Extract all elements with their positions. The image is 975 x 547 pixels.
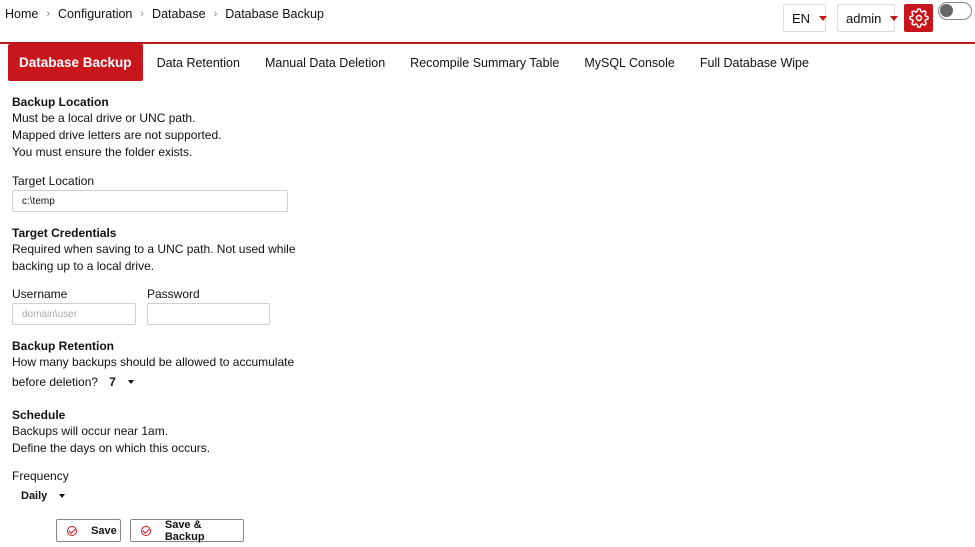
schedule-title: Schedule [12,408,66,422]
password-label: Password [147,287,200,301]
breadcrumb-configuration[interactable]: Configuration [58,7,133,21]
toggle-knob [940,4,953,17]
tab-manual-data-deletion[interactable]: Manual Data Deletion [264,55,386,70]
theme-toggle[interactable] [938,2,972,20]
credentials-section [12,225,312,275]
save-button[interactable] [56,519,121,542]
backup-location-title: Backup Location [12,95,109,109]
retention-select[interactable] [109,375,134,389]
tab-recompile-summary-table[interactable]: Recompile Summary Table [410,55,560,70]
schedule-line-2: Define the days on which this occurs. [12,441,211,455]
tab-mysql-console[interactable]: MySQL Console [584,55,675,70]
username-input[interactable] [12,303,136,325]
chevron-right-icon: › [213,8,218,20]
retention-title: Backup Retention [12,339,115,353]
schedule-line-1: Backups will occur near 1am. [12,424,169,438]
user-dropdown[interactable] [837,4,895,32]
caret-down-icon [890,16,898,21]
gear-icon [909,8,929,28]
language-dropdown[interactable] [783,4,826,32]
retention-line-1: How many backups should be allowed to accumulate [12,355,295,369]
breadcrumb [5,7,324,21]
schedule-section [12,407,312,457]
target-location-label: Target Location [12,174,95,188]
retention-value: 7 [109,375,116,389]
caret-down-icon [819,16,827,21]
save-and-backup-button-label: Save & Backup [164,518,205,543]
settings-button[interactable] [904,4,933,32]
user-name: admin [846,10,882,26]
breadcrumb-current: Database Backup [225,7,324,21]
language-value: EN [792,10,811,26]
frequency-select[interactable] [21,490,65,502]
breadcrumb-home[interactable]: Home [5,7,39,21]
chevron-right-icon: › [46,8,51,20]
tab-database-backup[interactable]: Database Backup [8,44,143,81]
credentials-title: Target Credentials [12,226,117,240]
retention-section [12,338,312,371]
top-bar [0,0,975,44]
caret-down-icon [128,380,134,384]
frequency-value: Daily [21,490,48,502]
check-circle-icon [141,526,151,536]
target-location-input[interactable] [12,190,288,212]
caret-down-icon [59,494,65,498]
credentials-line-2: backing up to a local drive. [12,259,155,273]
retention-line-2: before deletion? [12,375,99,389]
frequency-label: Frequency [12,469,69,483]
tab-data-retention[interactable]: Data Retention [156,55,240,70]
save-button-label: Save [91,524,117,537]
retention-row [12,375,134,389]
credentials-line-1: Required when saving to a UNC path. Not used while [12,242,296,256]
username-label: Username [12,287,68,301]
backup-location-line-3: You must ensure the folder exists. [12,145,193,159]
password-input[interactable] [147,303,270,325]
backup-location-line-2: Mapped drive letters are not supported. [12,128,222,142]
check-circle-icon [67,526,77,536]
tab-bar [8,44,821,81]
save-and-backup-button[interactable] [130,519,244,542]
tab-full-database-wipe[interactable]: Full Database Wipe [699,55,809,70]
backup-location-section [12,94,312,161]
breadcrumb-database[interactable]: Database [152,7,206,21]
backup-location-line-1: Must be a local drive or UNC path. [12,111,196,125]
chevron-right-icon: › [140,8,145,20]
